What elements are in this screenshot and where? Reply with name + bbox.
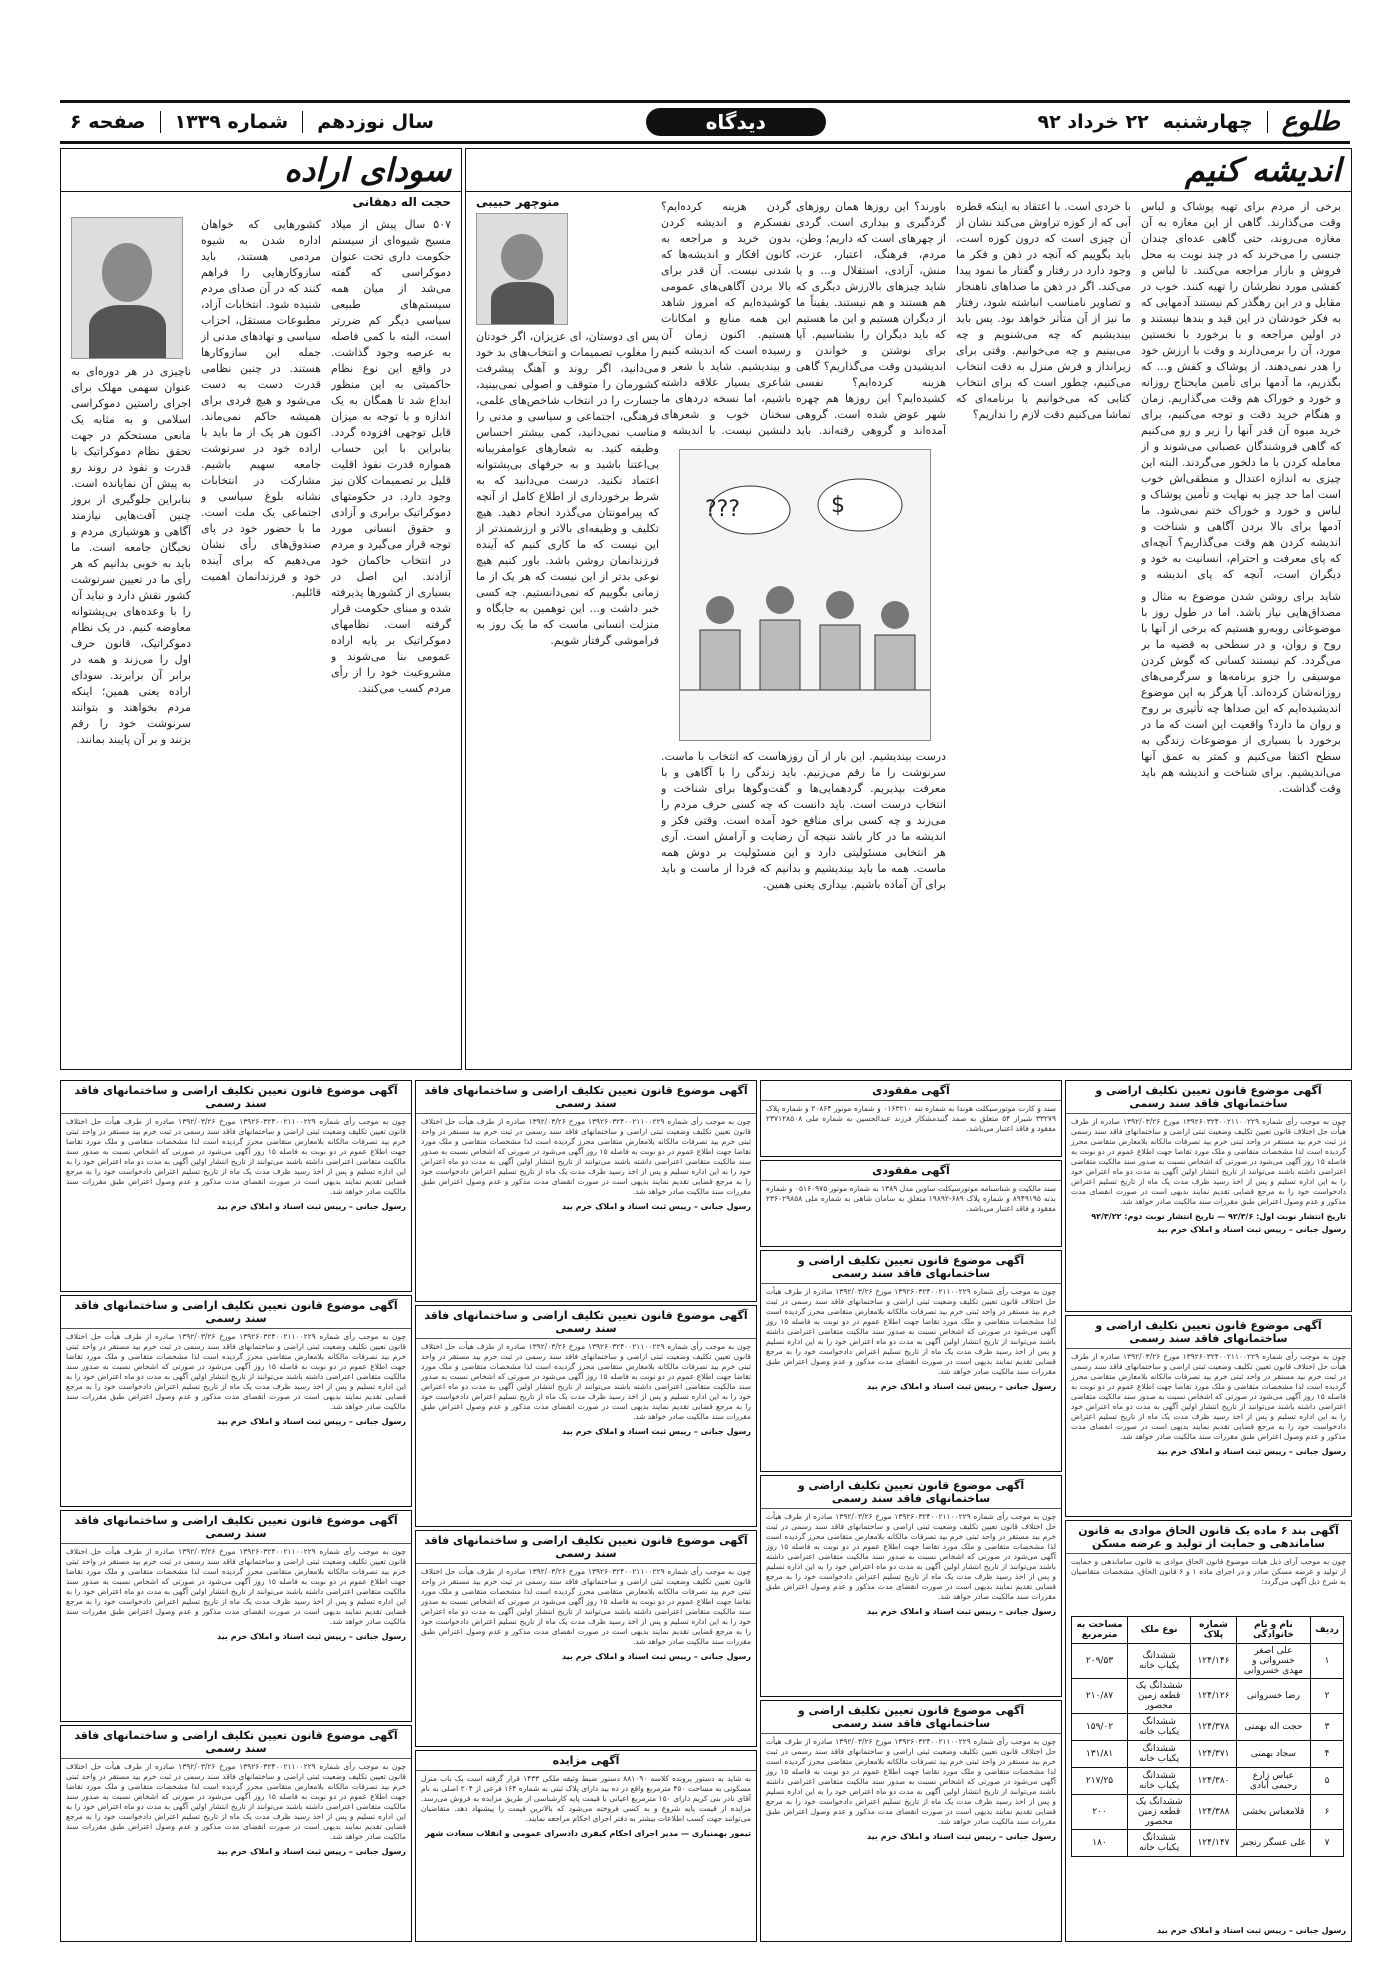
issue-date: ۲۲ خرداد ۹۲ (1037, 111, 1149, 133)
article2-col3: ناچیزی در هر دوره‌ای به عنوان سهمی مهلک برای اجرای راستین دموکراسی اسلامی و به مثابه یک مانعی مستحکم در جهت تحقق نظام دموکراتیک با قدرت و نفوذ در روند رو به پیش آن نمایانده است. بنابراین جلوگیری از بروز چنین آفت‌هایی نیازمند آگاهی و هوشیاری مردم و نخبگان جامعه است. ما باید به خوبی بدانیم که هر رأی ما در تعیین سرنوشت کشور نقش دارد و نباید آن را با وعده‌های بی‌پشتوانه معاوضه کنیم. در یک نظام دموکراتیک، قانون حرف اول را می‌زند و همه در برابر آن برابرند. سودای اراده یعنی همین؛ اینکه مردم بخواهند و بتوانند سرنوشت خود را رقم بزنند و بر آن پایبند بمانند. (71, 365, 191, 746)
table-row: ۵ عباس زارع رحیمی آبادی ۱۲۴/۳۸۰ ششدانگ یکباب خانه ۲۱۷/۲۵ (1072, 1768, 1344, 1795)
table-row: ۱ علی اصغر خسروانی و مهدی خسروانی ۱۲۴/۱۴۶ ششدانگ یکباب خانه ۲۰۹/۵۳ (1072, 1644, 1344, 1679)
article2-title: سودای اراده (284, 151, 451, 189)
page-number: صفحه ۶ (70, 111, 146, 133)
lost-notice-2: آگهی مفقودی سند مالکیت و شناسنامه موتورسیکلت ساوین مدل ۱۳۸۹ به شماره موتور ۰۵۱۶۰۹۷۵ و شماره بدنه ۸۹۴۹۱۹۵ و شماره پلاک ۶۸۹-۱۹۸۹۲ متعلق به سامان شاهی به شماره ملی ۲۳۶۰۲۹۸۵۸ مفقود و فاقد اعتبار می‌باشد. (760, 1160, 1062, 1247)
legal-notice-9: آگهی موضوع قانون تعیین تکلیف اراضی و ساختمانهای فاقد سند رسمی چون به موجب رأی شماره ۱۳۹۲۶۰۳۲۴۰۰۲۱۱۰۰۲۲۹ مورخ ۱۳۹۲/۰۳/۲۶ صادره از طرف هیأت حل اختلاف قانون تعیین تکلیف وضعیت ثبتی اراضی و ساختمانهای فاقد سند رسمی در ثبت خرم بید مستقر در واحد ثبتی خرم بید تصرفات مالکانه بلامعارض متقاضی محرز گردیده است لذا مشخصات متقاضی و ملک مورد تقاضا جهت اطلاع عموم در دو نوبت به فاصله ۱۵ روز آگهی می‌شود در صورتی که اشخاص نسبت به صدور سند مالکیت متقاضی اعتراضی داشته باشند می‌توانند از تاریخ انتشار اولین آگهی به مدت دو ماه اعتراض خود را به این اداره تسلیم و پس از اخذ رسید ظرف مدت یک ماه از تاریخ تسلیم اعتراض دادخواست خود را به مرجع قضایی تقدیم نمایند بدیهی است در صورت انقضای مدت مذکور و عدم وصول اعتراض طبق مقررات سند مالکیت صادر خواهد شد. رسول جبانی – رییس ثبت اسناد و املاک خرم بید (60, 1080, 412, 1292)
section-label: دیدگاه (646, 108, 826, 136)
author2-photo (71, 217, 183, 359)
legal-notice-5: آگهی موضوع قانون تعیین تکلیف اراضی و ساختمانهای فاقد سند رسمی چون به موجب رأی شماره ۱۳۹۲۶۰۳۲۴۰۰۲۱۱۰۰۲۲۹ مورخ ۱۳۹۲/۰۳/۲۶ صادره از طرف هیأت حل اختلاف قانون تعیین تکلیف وضعیت ثبتی اراضی و ساختمانهای فاقد سند رسمی در ثبت خرم بید مستقر در واحد ثبتی خرم بید تصرفات مالکانه بلامعارض متقاضی محرز گردیده است لذا مشخصات متقاضی و ملک مورد تقاضا جهت اطلاع عموم در دو نوبت به فاصله ۱۵ روز آگهی می‌شود در صورتی که اشخاص نسبت به صدور سند مالکیت متقاضی اعتراضی داشته باشند می‌توانند از تاریخ انتشار اولین آگهی به مدت دو ماه اعتراض خود را به این اداره تسلیم و پس از اخذ رسید ظرف مدت یک ماه از تاریخ تسلیم اعتراض دادخواست خود را به مرجع قضایی تقدیم نمایند بدیهی است در صورت انقضای مدت مذکور و عدم وصول اعتراض طبق مقررات سند مالکیت صادر خواهد شد. رسول جبانی – رییس ثبت اسناد و املاک خرم بید (760, 1700, 1062, 1942)
newspaper-logo: طلوع (1281, 107, 1340, 137)
masthead-right (1028, 107, 1350, 137)
article1-title: اندیشه کنیم (1184, 151, 1341, 189)
legal-notice-1: آگهی موضوع قانون تعیین تکلیف اراضی و ساختمانهای فاقد سند رسمی چون به موجب رأی شماره ۱۳۹۲۶۰۳۲۴۰۰۲۱۱۰۰۲۲۹ مورخ ۱۳۹۲/۰۳/۲۶ صادره از طرف هیأت حل اختلاف قانون تعیین تکلیف وضعیت ثبتی اراضی و ساختمانهای فاقد سند رسمی در ثبت خرم بید مستقر در واحد ثبتی خرم بید تصرفات مالکانه بلامعارض متقاضی محرز گردیده است لذا مشخصات متقاضی و ملک مورد تقاضا جهت اطلاع عموم در دو نوبت به فاصله ۱۵ روز آگهی می‌شود در صورتی که اشخاص نسبت به صدور سند مالکیت متقاضی اعتراضی داشته باشند می‌توانند از تاریخ انتشار اولین آگهی به مدت دو ماه اعتراض خود را به این اداره تسلیم و پس از اخذ رسید ظرف مدت یک ماه از تاریخ تسلیم اعتراض دادخواست خود را به مرجع قضایی تقدیم نمایند بدیهی است در صورت انقضای مدت مذکور و عدم وصول اعتراض طبق مقررات سند مالکیت صادر خواهد شد. تاریخ انتشار نوبت اول: ۹۲/۳/۶ — تاریخ انتشار نوبت دوم: ۹۲/۳/۲۲ رسول جبانی – رییس ثبت اسناد و املاک خرم بید (1065, 1080, 1352, 1312)
article2-col2: کشور‌هایی که خواهان اداره شدن به شیوه مردمی هستند، باید سازوکارهایی را فراهم کنند که در آن صدای مردم شنیده شود. انتخابات آزاد، مطبوعات مستقل، احزاب سیاسی و نهادهای مدنی از جمله این سازوکارها هستند. در چنین نظامی قدرت دست به دست می‌شود و هیچ فردی برای همیشه حاکم نمی‌ماند. اکنون هر یک از ما باید با اراده خود در سرنوشت جامعه سهیم باشیم. مشارکت در انتخابات نشانه بلوغ سیاسی و اجتماعی یک ملت است. ما با حضور خود در پای صندوق‌های رأی نشان می‌دهیم که برای آینده خود و فرزندانمان اهمیت قائلیم. (201, 218, 321, 599)
svg-text:$: $ (831, 493, 845, 518)
housing-notice: آگهی بند ۶ ماده یک قانون الحاق موادی به قانون ساماندهی و حمایت از تولید و عرضه مسکن چون به موجب آرای ذیل هیات موضوع قانون الحاق موادی به قانون ساماندهی و حمایت از تولید و عرضه مسکن صادر و در اجرای ماده ۱ و ۶ قانون الحاق، مشخصات متقاضیان به شرح ذیل آگهی می‌گردد: ردیف نام و نام خانوادگی شماره پلاک نوع ملک مساحت به مترمربع ۱ علی اصغر خسروانی و مهدی خسروانی ۱۲۴/۱۴۶ ششدانگ یکباب خانه ۲۰۹/۵۳ ۲ رضا خسروانی ۱۲۴/۱۲۶ ششدانگ یک قطعه زمین محصور ۲۱۰/۸۷ ۳ حجت اله بهمنی ۱۲۴/۳۷۸ ششدانگ یکباب خانه ۱۵۹/۰۲ ۴ سجاد بهمنی ۱۲۴/۳۷۱ ششدانگ یکباب خانه ۱۳۱/۸۱ ۵ عباس زارع رحیمی آبادی ۱۲۴/۳۸۰ ششدانگ یکباب خانه ۲۱۷/۲۵ ۶ قلامعباس بخشی ۱۲۴/۳۸۸ ششدانگ یک قطعه زمین محصور ۲۰۰ ۷ علی عسگر رنجبر ۱۲۴/۱۴۷ ششدانگ یکباب خانه ۱۸۰ رسول جبانی – رییس ثبت اسناد و املاک خرم بید (1065, 1520, 1352, 1942)
newspaper-page (60, 100, 1350, 1940)
lost-notice-1: آگهی مفقودی سند و کارت موتورسیکلت هوندا به شماره تنه ۰۱۶۳۲۱۰ و شماره موتور ۲۰۸۶۴ و شماره پلاک ۳۳۲۷۹ شیراز ۵۴ متعلق به صمد گنبدمشکار فرزند عبدالحسین به شماره ملی ۲۳۷۱۲۸۵۰۸ مفقود و فاقد اعتبار می‌باشد. (760, 1080, 1062, 1157)
article1-header (466, 149, 1351, 192)
issue-number: شماره ۱۳۳۹ (174, 111, 289, 133)
article2-col1: ۵۰۷ سال پیش از میلاد مسیح شیوه‌ای از سیستم حکومت داری تحت عنوان دموکراسی که گفته می‌شد از میان همه سیستم‌های طبیعی سیاسی دیگر کم ضررتر است، البته با کمی فاصله به عرصه وجود گذاشت. در واقع این نوع نظام حاکمیتی به این منظور ابداع شد تا همگان به یک اندازه و با توجه به میزان قابل توجهی افزوده گردد. بنابراین با این حساب همواره قدرت نفوذ اقلیت قلیل بر تصمیمات کلان نیز وجود دارد. در حکومتهای دموکراتیک برابری و آزادی و حقوق انسانی مورد توجه قرار می‌گیرد و مردم در انتخاب حاکمان خود آزادند. این اصل در بسیاری از کشورها پذیرفته شده و مبنای حکومت قرار گرفته است. نظامهای دموکراتیک بر پایه اراده عمومی بنا می‌شوند و مشروعیت خود را از رأی مردم کسب می‌کنند. (331, 218, 451, 695)
legal-notice-2: آگهی موضوع قانون تعیین تکلیف اراضی و ساختمانهای فاقد سند رسمی چون به موجب رأی شماره ۱۳۹۲۶۰۳۲۴۰۰۲۱۱۰۰۲۲۹ مورخ ۱۳۹۲/۰۳/۲۶ صادره از طرف هیأت حل اختلاف قانون تعیین تکلیف وضعیت ثبتی اراضی و ساختمانهای فاقد سند رسمی در ثبت خرم بید مستقر در واحد ثبتی خرم بید تصرفات مالکانه بلامعارض متقاضی محرز گردیده است لذا مشخصات متقاضی و ملک مورد تقاضا جهت اطلاع عموم در دو نوبت به فاصله ۱۵ روز آگهی می‌شود در صورتی که اشخاص نسبت به صدور سند مالکیت متقاضی اعتراضی داشته باشند می‌توانند از تاریخ انتشار اولین آگهی به مدت دو ماه اعتراض خود را به این اداره تسلیم و پس از اخذ رسید ظرف مدت یک ماه از تاریخ تسلیم اعتراض دادخواست خود را به مرجع قضایی تقدیم نمایند بدیهی است در صورت انقضای مدت مذکور و عدم وصول اعتراض طبق مقررات سند مالکیت صادر خواهد شد. رسول جبانی – رییس ثبت اسناد و املاک خرم بید (1065, 1315, 1352, 1517)
masthead (60, 100, 1350, 144)
author1-photo (476, 213, 568, 325)
article1-col3: باورند؟ این روزها همان روزهای گردگیری و بیداری است. گردی از چهرهای است که داریم؛ وطن، مردم، فرهنگ، اعتبار، عزت، منش، آزادی، استقلال و... و یا شاید چیزهای بالارزش دیگری که هم هستند و هم نیستند. یقیناً ما از دیگران هستیم و این ما هستیم که باید دیگران را بشناسیم. آیا برای نوشتن و خواندن و اندیشیدن وقت می‌گذاریم؟ گاهی هزینه کرده‌ایم؟ نفسی کشیده‌ایم؟ این روزها هم چهره شهر عوض شده است. گروهی آمده‌اند و گروهی رفته‌اند. باید (796, 200, 946, 437)
svg-text:???: ??? (704, 497, 740, 522)
housing-table: ردیف نام و نام خانوادگی شماره پلاک نوع ملک مساحت به مترمربع ۱ علی اصغر خسروانی و مهدی خسروانی ۱۲۴/۱۴۶ ششدانگ یکباب خانه ۲۰۹/۵۳ ۲ رضا خسروانی ۱۲۴/۱۲۶ ششدانگ یک قطعه زمین محصور ۲۱۰/۸۷ ۳ حجت اله بهمنی ۱۲۴/۳۷۸ ششدانگ یکباب خانه ۱۵۹/۰۲ ۴ سجاد بهمنی ۱۲۴/۳۷۱ ششدانگ یکباب خانه ۱۳۱/۸۱ ۵ عباس زارع رحیمی آبادی ۱۲۴/۳۸۰ ششدانگ یکباب خانه ۲۱۷/۲۵ ۶ قلامعباس بخشی ۱۲۴/۳۸۸ ششدانگ یک قطعه زمین محصور ۲۰۰ ۷ علی عسگر رنجبر ۱۲۴/۱۴۷ ششدانگ یکباب خانه ۱۸۰ (1071, 1616, 1344, 1857)
article2-header (61, 149, 461, 192)
article1-col1b: شاید برای روشن شدن موضوع به مثال و مصداق‌هایی نیاز باشد. اما در طول روز با موضوعاتی روبه‌رو هستیم که برخی از آنها با روح و روان، و در سطحی به قضیه ما بر می‌گردد. کم نیستند کسانی که گوش کردن موسیقی را جزو برنامه‌ها و سرگرمی‌های روزانه‌شان کرده‌اند. آیا هرگز به این موضوع اندیشیده‌ایم که این صداها چه تأثیری بر روح و روان ما دارد؟ واقعیت این است که ما در برخورد با بسیاری از موضوعات زندگی به سطح اکتفا می‌کنیم و کمتر به عمق آنها می‌اندیشیم. برای شناخت و اندیشه هم باید وقت گذاشت. (1141, 590, 1341, 795)
table-row: ۴ سجاد بهمنی ۱۲۴/۳۷۱ ششدانگ یکباب خانه ۱۳۱/۸۱ (1072, 1741, 1344, 1768)
table-row: ۳ حجت اله بهمنی ۱۲۴/۳۷۸ ششدانگ یکباب خانه ۱۵۹/۰۲ (1072, 1714, 1344, 1741)
table-row: ۷ علی عسگر رنجبر ۱۲۴/۱۴۷ ششدانگ یکباب خانه ۱۸۰ (1072, 1830, 1344, 1857)
article1-col1: برخی از مردم برای تهیه پوشاک و لباس وقت می‌گذارند. گاهی از این مغازه به آن مغازه می‌روند، حتی گاهی عده‌ای چندان جنسی را می‌خرند که در چند نوبت به محل فروش و بازار مراجعه می‌کنند. تا لباس و کفشی مورد نظرشان را تهیه کنند. خوب در مقابل و در این رهگذر کم نیستند آدمهایی که به فکر خودشان در این قید و بندها نیستند و در اولین مراجعه و با برخورد با نخستین مورد، آن را برمی‌دارند و وقت با ارزش خود را هدر نمی‌دهند. از پوشاک و کفش و... که بگذریم، ما آدمها برای تأمین مایحتاج روزانه و خورد و خوراک هم وقت می‌گذاریم. زمان و هنگام خرید دقت و توجه می‌کنیم، برای خرید میوه آن قدر آنها را زیر و رو می‌کنیم که گاهی فروشندگان عصبانی می‌شوند و از معامله کردن با ما دلخور می‌گردند. البته این چیزی به اندازه اعتدال و منطقی‌اش خوب است اما حد چیز به نهایت و تأمین پوشاک و لباس و خورد و خوراک ختم نمی‌شود. ما آدمها برای بالا بردن آگاهی و شناخت و اندیشه کردن هم وقت می‌گذاریم؟ آنچه‌ای که پای معرفت و احترام، انسانیت به خود و دیگران است، آنچه که پای اندیشه و (1141, 200, 1341, 581)
article2-author: حجت اله دهقانی (352, 195, 451, 209)
article1-author: منوچهر حبیبی (476, 195, 560, 209)
article1-col3b: درست بیندیشیم. این بار از آن روزهاست که انتخاب با ماست. سرنوشت را ما رقم می‌زنیم. باید زندگی را با آگاهی و با معرفت بپذیریم. گردهمایی‌ها و گفت‌وگوها برای شناخت و انتخاب درست است. باید دانست که چه کسی حرف مردم را می‌زند و چه کسی برای منافع خود آمده است. وقتی فکر و اندیشه ما در کار باشد نتیجه آن رضایت و آرامش است. آری هر انتخابی مسئولیتی دارد و این مسئولیت بر دوش همه ماست. همه ما باید بیندیشیم و بدانیم که فردا از ماست و باید برای آن آماده باشیم. بیداری یعنی همین. (661, 750, 946, 891)
legal-notice-12: آگهی موضوع قانون تعیین تکلیف اراضی و ساختمانهای فاقد سند رسمی چون به موجب رأی شماره ۱۳۹۲۶۰۳۲۴۰۰۲۱۱۰۰۲۲۹ مورخ ۱۳۹۲/۰۳/۲۶ صادره از طرف هیأت حل اختلاف قانون تعیین تکلیف وضعیت ثبتی اراضی و ساختمانهای فاقد سند رسمی در ثبت خرم بید مستقر در واحد ثبتی خرم بید تصرفات مالکانه بلامعارض متقاضی محرز گردیده است لذا مشخصات متقاضی و ملک مورد تقاضا جهت اطلاع عموم در دو نوبت به فاصله ۱۵ روز آگهی می‌شود در صورتی که اشخاص نسبت به صدور سند مالکیت متقاضی اعتراضی داشته باشند می‌توانند از تاریخ انتشار اولین آگهی به مدت دو ماه اعتراض خود را به این اداره تسلیم و پس از اخذ رسید ظرف مدت یک ماه از تاریخ تسلیم اعتراض دادخواست خود را به مرجع قضایی تقدیم نمایند بدیهی است در صورت انقضای مدت مذکور و عدم وصول اعتراض طبق مقررات سند مالکیت صادر خواهد شد. رسول جبانی – رییس ثبت اسناد و املاک خرم بید (60, 1725, 412, 1942)
table-row: ۲ رضا خسروانی ۱۲۴/۱۲۶ ششدانگ یک قطعه زمین محصور ۲۱۰/۸۷ (1072, 1679, 1344, 1714)
article1-col5-top (574, 213, 659, 323)
cartoon-illustration (680, 450, 930, 740)
article1-col4: گردن هزینه کرده‌ایم؟ نفسکرم و اندیشه کردن بدون خرید و مراجعه به کانون افکار و اندیشه‌ها که شدنی نیست. آن قدر برای بالا بردن آگاهی‌های عمومی کوشیده‌ایم که امروز شاهد این همه منابع و امکانات هستیم. اکنون زمان آن رسیده است که اندیشه کنیم و بیندیشیم. شاید با شعر و شاعری بسیار علاقه داشته باشیم، اما نسخه دردهای ما سخنان خوب و شعرهای دلنشین نیست. با اندیشه و (661, 200, 791, 437)
election-cartoon (679, 449, 931, 741)
legal-notice-10: آگهی موضوع قانون تعیین تکلیف اراضی و ساختمانهای فاقد سند رسمی چون به موجب رأی شماره ۱۳۹۲۶۰۳۲۴۰۰۲۱۱۰۰۲۲۹ مورخ ۱۳۹۲/۰۳/۲۶ صادره از طرف هیأت حل اختلاف قانون تعیین تکلیف وضعیت ثبتی اراضی و ساختمانهای فاقد سند رسمی در ثبت خرم بید مستقر در واحد ثبتی خرم بید تصرفات مالکانه بلامعارض متقاضی محرز گردیده است لذا مشخصات متقاضی و ملک مورد تقاضا جهت اطلاع عموم در دو نوبت به فاصله ۱۵ روز آگهی می‌شود در صورتی که اشخاص نسبت به صدور سند مالکیت متقاضی اعتراضی داشته باشند می‌توانند از تاریخ انتشار اولین آگهی به مدت دو ماه اعتراض خود را به این اداره تسلیم و پس از اخذ رسید ظرف مدت یک ماه از تاریخ تسلیم اعتراض دادخواست خود را به مرجع قضایی تقدیم نمایند بدیهی است در صورت انقضای مدت مذکور و عدم وصول اعتراض طبق مقررات سند مالکیت صادر خواهد شد. رسول جبانی – رییس ثبت اسناد و املاک خرم بید (60, 1295, 412, 1507)
article1-col5: پس ای دوستان، ای عزیزان، اگر خودتان را مغلوب تصمیمات و انتخاب‌های بد خود می‌دانید، اگر روند و آهنگ پیشرفت کشورمان را متوقف و اصولی نمی‌بینید، جسارت را در انتخاب شاخص‌های علمی، فرهنگی، اجتماعی و سیاسی و مدنی را مناسب نمی‌دانید، کمی بیشتر احساس وظیفه کنید. به شعارهای عوامفریبانه بی‌اعتنا باشید و به حرفهای بی‌پشتوانه اعتماد نکنید. درست می‌دانید که به شرط برخورداری از اطلاع کامل از آنچه که پیرامونتان می‌گذرد انجام دهید. هیچ تکلیف و وظیفه‌ای بالاتر و ارزشمندتر از این نیست که ما کاری کنیم که آینده فرزندانمان روشن باشد. باور کنیم هیچ نوعی بدتر از این نیست که هر یک از ما زمانی بگوییم که نمی‌دانستیم. چه کسی خبر داشت و... این توهمین به جایگاه و منزلت انسانی ماست که ما یک روز به فراموشی گرفتار شویم. (476, 330, 659, 647)
weekday: چهارشنبه (1162, 111, 1253, 133)
legal-notice-4: آگهی موضوع قانون تعیین تکلیف اراضی و ساختمانهای فاقد سند رسمی چون به موجب رأی شماره ۱۳۹۲۶۰۳۲۴۰۰۲۱۱۰۰۲۲۹ مورخ ۱۳۹۲/۰۳/۲۶ صادره از طرف هیأت حل اختلاف قانون تعیین تکلیف وضعیت ثبتی اراضی و ساختمانهای فاقد سند رسمی در ثبت خرم بید مستقر در واحد ثبتی خرم بید تصرفات مالکانه بلامعارض متقاضی محرز گردیده است لذا مشخصات متقاضی و ملک مورد تقاضا جهت اطلاع عموم در دو نوبت به فاصله ۱۵ روز آگهی می‌شود در صورتی که اشخاص نسبت به صدور سند مالکیت متقاضی اعتراضی داشته باشند می‌توانند از تاریخ انتشار اولین آگهی به مدت دو ماه اعتراض خود را به این اداره تسلیم و پس از اخذ رسید ظرف مدت یک ماه از تاریخ تسلیم اعتراض دادخواست خود را به مرجع قضایی تقدیم نمایند بدیهی است در صورت انقضای مدت مذکور و عدم وصول اعتراض طبق مقررات سند مالکیت صادر خواهد شد. رسول جبانی – رییس ثبت اسناد و املاک خرم بید (760, 1475, 1062, 1697)
legal-notice-7: آگهی موضوع قانون تعیین تکلیف اراضی و ساختمانهای فاقد سند رسمی چون به موجب رأی شماره ۱۳۹۲۶۰۳۲۴۰۰۲۱۱۰۰۲۲۹ مورخ ۱۳۹۲/۰۳/۲۶ صادره از طرف هیأت حل اختلاف قانون تعیین تکلیف وضعیت ثبتی اراضی و ساختمانهای فاقد سند رسمی در ثبت خرم بید مستقر در واحد ثبتی خرم بید تصرفات مالکانه بلامعارض متقاضی محرز گردیده است لذا مشخصات متقاضی و ملک مورد تقاضا جهت اطلاع عموم در دو نوبت به فاصله ۱۵ روز آگهی می‌شود در صورتی که اشخاص نسبت به صدور سند مالکیت متقاضی اعتراضی داشته باشند می‌توانند از تاریخ انتشار اولین آگهی به مدت دو ماه اعتراض خود را به این اداره تسلیم و پس از اخذ رسید ظرف مدت یک ماه از تاریخ تسلیم اعتراض دادخواست خود را به مرجع قضایی تقدیم نمایند بدیهی است در صورت انقضای مدت مذکور و عدم وصول اعتراض طبق مقررات سند مالکیت صادر خواهد شد. رسول جبانی – رییس ثبت اسناد و املاک خرم بید (415, 1305, 757, 1527)
article-sodaye-erade (60, 148, 462, 1070)
volume-year: سال نوزدهم (317, 111, 434, 133)
article-andishe (465, 148, 1352, 1070)
article1-col2: با خردی است. با اعتقاد به اینکه قطره آبی که از کوزه تراوش می‌کند نشان از آن چیزی است که درون کوزه است، باید بگوییم که آنچه در ذهن و فکر ما وجود دارد در رفتار و گفتار ما نمود پیدا می‌کند. اگر در ذهن ما صداهای ناهنجار و تصاویر نامناسب انباشته شود، رفتار ما نیز از آن متأثر خواهد بود. پس باید بیندیشیم که چه می‌شنویم و چه می‌بینیم و چه می‌خوانیم. وقتی برای زیرانداز و فرش منزل به دقت انتخاب می‌کنیم، چطور است که برای انتخاب کتابی که می‌خوانیم یا برنامه‌ای که تماشا می‌کنیم دقت لازم را نداریم؟ (956, 200, 1131, 421)
legal-notice-8: آگهی موضوع قانون تعیین تکلیف اراضی و ساختمانهای فاقد سند رسمی چون به موجب رأی شماره ۱۳۹۲۶۰۳۲۴۰۰۲۱۱۰۰۲۲۹ مورخ ۱۳۹۲/۰۳/۲۶ صادره از طرف هیأت حل اختلاف قانون تعیین تکلیف وضعیت ثبتی اراضی و ساختمانهای فاقد سند رسمی در ثبت خرم بید مستقر در واحد ثبتی خرم بید تصرفات مالکانه بلامعارض متقاضی محرز گردیده است لذا مشخصات متقاضی و ملک مورد تقاضا جهت اطلاع عموم در دو نوبت به فاصله ۱۵ روز آگهی می‌شود در صورتی که اشخاص نسبت به صدور سند مالکیت متقاضی اعتراضی داشته باشند می‌توانند از تاریخ انتشار اولین آگهی به مدت دو ماه اعتراض خود را به این اداره تسلیم و پس از اخذ رسید ظرف مدت یک ماه از تاریخ تسلیم اعتراض دادخواست خود را به مرجع قضایی تقدیم نمایند بدیهی است در صورت انقضای مدت مذکور و عدم وصول اعتراض طبق مقررات سند مالکیت صادر خواهد شد. رسول جبانی – رییس ثبت اسناد و املاک خرم بید (415, 1530, 757, 1747)
table-row: ۶ قلامعباس بخشی ۱۲۴/۳۸۸ ششدانگ یک قطعه زمین محصور ۲۰۰ (1072, 1795, 1344, 1830)
auction-notice: آگهی مزایده به شاید به دستور پرونده کلاسه ۸۸۱۰۹۰ دستور ضبط وثیقه ملکی ۱۴۳۳ قرار گرفته است یک باب منزل مسکونی به مساحت ۴۵۰ مترمربع واقع در ده بید دارای پلاک ثبتی به شماره ۱۶۴ فرعی از ۲۰۴ اصلی به نام آقای نادر بنی کریم دارای ۱۵۰ مترمربع اعیانی با قیمت پایه کارشناسی از طریق مزایده به فروش می‌رسد. مزایده از قیمت پایه شروع و به کسی فروخته می‌شود که بالاترین قیمت را پیشنهاد دهد. متقاضیان می‌توانند جهت کسب اطلاعات بیشتر به دفتر اجرای احکام مراجعه نمایند. تیمور بهمنیاری — مدیر اجرای احکام کیفری دادسرای عمومی و انقلاب سعادت شهر (415, 1750, 757, 1942)
legal-notice-6: آگهی موضوع قانون تعیین تکلیف اراضی و ساختمانهای فاقد سند رسمی چون به موجب رأی شماره ۱۳۹۲۶۰۳۲۴۰۰۲۱۱۰۰۲۲۹ مورخ ۱۳۹۲/۰۳/۲۶ صادره از طرف هیأت حل اختلاف قانون تعیین تکلیف وضعیت ثبتی اراضی و ساختمانهای فاقد سند رسمی در ثبت خرم بید مستقر در واحد ثبتی خرم بید تصرفات مالکانه بلامعارض متقاضی محرز گردیده است لذا مشخصات متقاضی و ملک مورد تقاضا جهت اطلاع عموم در دو نوبت به فاصله ۱۵ روز آگهی می‌شود در صورتی که اشخاص نسبت به صدور سند مالکیت متقاضی اعتراضی داشته باشند می‌توانند از تاریخ انتشار اولین آگهی به مدت دو ماه اعتراض خود را به این اداره تسلیم و پس از اخذ رسید ظرف مدت یک ماه از تاریخ تسلیم اعتراض دادخواست خود را به مرجع قضایی تقدیم نمایند بدیهی است در صورت انقضای مدت مذکور و عدم وصول اعتراض طبق مقررات سند مالکیت صادر خواهد شد. رسول جبانی – رییس ثبت اسناد و املاک خرم بید (415, 1080, 757, 1302)
masthead-left (60, 111, 444, 133)
legal-notice-11: آگهی موضوع قانون تعیین تکلیف اراضی و ساختمانهای فاقد سند رسمی چون به موجب رأی شماره ۱۳۹۲۶۰۳۲۴۰۰۲۱۱۰۰۲۲۹ مورخ ۱۳۹۲/۰۳/۲۶ صادره از طرف هیأت حل اختلاف قانون تعیین تکلیف وضعیت ثبتی اراضی و ساختمانهای فاقد سند رسمی در ثبت خرم بید مستقر در واحد ثبتی خرم بید تصرفات مالکانه بلامعارض متقاضی محرز گردیده است لذا مشخصات متقاضی و ملک مورد تقاضا جهت اطلاع عموم در دو نوبت به فاصله ۱۵ روز آگهی می‌شود در صورتی که اشخاص نسبت به صدور سند مالکیت متقاضی اعتراضی داشته باشند می‌توانند از تاریخ انتشار اولین آگهی به مدت دو ماه اعتراض خود را به این اداره تسلیم و پس از اخذ رسید ظرف مدت یک ماه از تاریخ تسلیم اعتراض دادخواست خود را به مرجع قضایی تقدیم نمایند بدیهی است در صورت انقضای مدت مذکور و عدم وصول اعتراض طبق مقررات سند مالکیت صادر خواهد شد. رسول جبانی – رییس ثبت اسناد و املاک خرم بید (60, 1510, 412, 1722)
legal-notice-3: آگهی موضوع قانون تعیین تکلیف اراضی و ساختمانهای فاقد سند رسمی چون به موجب رأی شماره ۱۳۹۲۶۰۳۲۴۰۰۲۱۱۰۰۲۲۹ مورخ ۱۳۹۲/۰۳/۲۶ صادره از طرف هیأت حل اختلاف قانون تعیین تکلیف وضعیت ثبتی اراضی و ساختمانهای فاقد سند رسمی در ثبت خرم بید مستقر در واحد ثبتی خرم بید تصرفات مالکانه بلامعارض متقاضی محرز گردیده است لذا مشخصات متقاضی و ملک مورد تقاضا جهت اطلاع عموم در دو نوبت به فاصله ۱۵ روز آگهی می‌شود در صورتی که اشخاص نسبت به صدور سند مالکیت متقاضی اعتراضی داشته باشند می‌توانند از تاریخ انتشار اولین آگهی به مدت دو ماه اعتراض خود را به این اداره تسلیم و پس از اخذ رسید ظرف مدت یک ماه از تاریخ تسلیم اعتراض دادخواست خود را به مرجع قضایی تقدیم نمایند بدیهی است در صورت انقضای مدت مذکور و عدم وصول اعتراض طبق مقررات سند مالکیت صادر خواهد شد. رسول جبانی – رییس ثبت اسناد و املاک خرم بید (760, 1250, 1062, 1472)
